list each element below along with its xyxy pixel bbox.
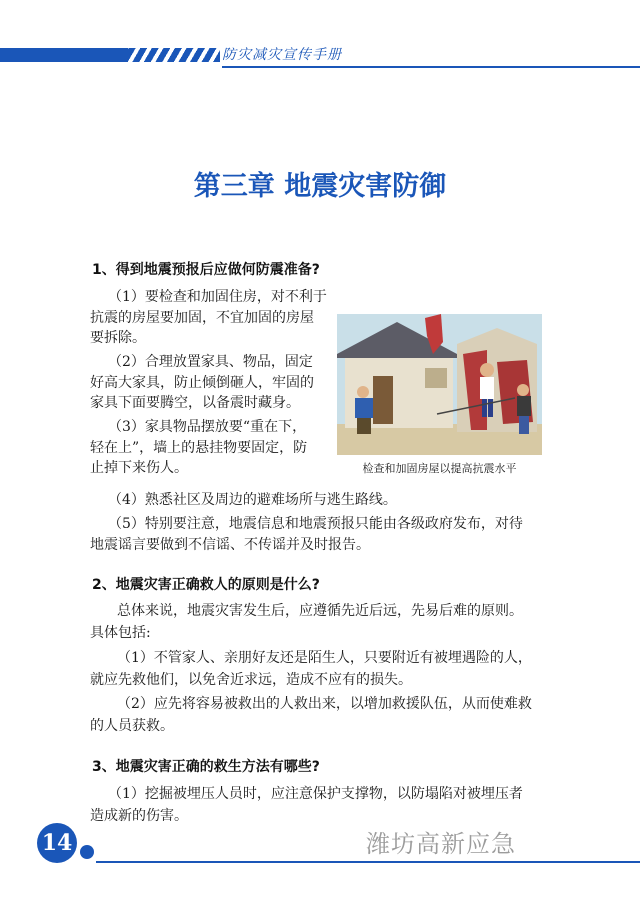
s1-para-5-line-2: 地震谣言要做到不信谣、不传谣并及时报告。 bbox=[90, 537, 370, 553]
s3-para-1-line-2: 造成新的伤害。 bbox=[90, 808, 188, 824]
header-bar bbox=[0, 48, 640, 62]
s1-para-1-line-3: 要拆除。 bbox=[90, 330, 146, 346]
s1-para-4: （4）熟悉社区及周边的避难场所与逃生路线。 bbox=[108, 492, 397, 508]
s1-para-2-line-3: 家具下面要腾空，以备震时藏身。 bbox=[90, 395, 300, 411]
header-solid-band bbox=[0, 48, 128, 62]
house-reinforcement-illustration bbox=[337, 314, 542, 455]
s2-para-1-line-1: 总体来说，地震灾害发生后，应遵循先近后远，先易后难的原则。 bbox=[117, 603, 523, 619]
s2-para-2-line-1: （1）不管家人、亲朋好友还是陌生人，只要附近有被埋遇险的人， bbox=[117, 650, 532, 666]
s1-para-1-line-2: 抗震的房屋要加固，不宜加固的房屋 bbox=[90, 309, 314, 326]
s1-para-2-line-1: （2）合理放置家具、物品，固定 bbox=[108, 354, 313, 370]
header-rule bbox=[222, 66, 640, 68]
section-2-question: 2、地震灾害正确救人的原则是什么? bbox=[92, 577, 320, 593]
section-3-question: 3、地震灾害正确的救生方法有哪些? bbox=[92, 759, 320, 775]
s2-para-2-line-2: 就应先救他们，以免舍近求远，造成不应有的损失。 bbox=[90, 672, 412, 688]
s1-para-3-line-1: （3）家具物品摆放要“重在下， bbox=[108, 419, 307, 435]
s2-para-3-line-1: （2）应先将容易被救出的人救出来，以增加救援队伍，从而使难救 bbox=[117, 696, 532, 712]
s2-para-3-line-2: 的人员获救。 bbox=[90, 718, 174, 734]
section-1-question: 1、得到地震预报后应做何防震准备? bbox=[92, 262, 320, 278]
s2-para-1-line-2: 具体包括: bbox=[90, 625, 151, 641]
footer-rule bbox=[96, 861, 640, 863]
watermark: 潍坊高新应急 bbox=[366, 830, 516, 858]
chapter-title: 第三章 地震灾害防御 bbox=[193, 171, 447, 202]
s1-para-2-line-2: 好高大家具，防止倾倒砸人，牢固的 bbox=[90, 374, 314, 391]
header-stripes bbox=[128, 48, 220, 62]
s1-para-3-line-3: 止掉下来伤人。 bbox=[90, 460, 188, 476]
figure-caption: 检查和加固房屋以提高抗震水平 bbox=[362, 462, 517, 475]
s1-para-5-line-1: （5）特别要注意，地震信息和地震预报只能由各级政府发布，对待 bbox=[108, 516, 523, 532]
page-dot bbox=[80, 845, 94, 859]
s1-para-3-line-2: 轻在上”，墙上的悬挂物要固定，防 bbox=[90, 439, 308, 456]
s3-para-1-line-1: （1）挖掘被埋压人员时，应注意保护支撑物，以防塌陷对被埋压者 bbox=[108, 786, 523, 802]
s1-para-1-line-1: （1）要检查和加固住房，对不利于 bbox=[108, 289, 327, 305]
header-title: 防灾减灾宣传手册 bbox=[222, 47, 342, 63]
page-number: 14 bbox=[37, 823, 77, 863]
